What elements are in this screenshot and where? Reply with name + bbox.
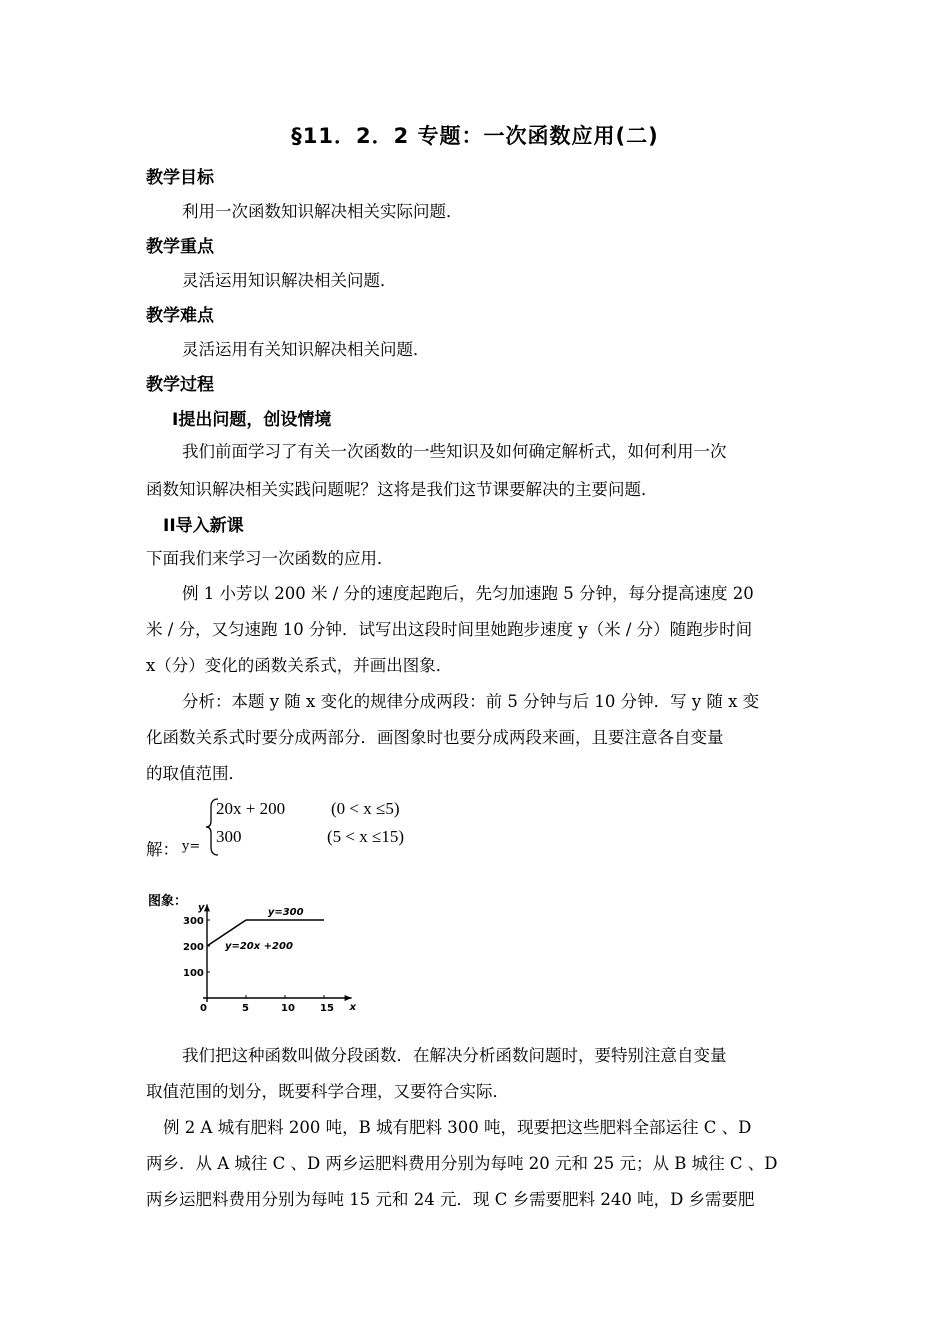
key-text: 灵活运用知识解决相关问题． (182, 271, 397, 290)
part1-heading: I提出问题，创设情境 (172, 410, 332, 430)
difficulty-heading: 教学难点 (146, 306, 214, 326)
process-heading: 教学过程 (146, 375, 214, 395)
chart-svg (146, 880, 366, 1020)
part2-heading: II导入新课 (163, 516, 244, 536)
y-tick-label: 200 (183, 942, 204, 953)
example2-line-3: 两乡运肥料费用分别为每吨 15 元和 24 元．现 C 乡需要肥料 240 吨，D 乡需要肥 (146, 1190, 755, 1209)
y-tick-label: 100 (183, 968, 204, 979)
x-axis-label: x (349, 1002, 357, 1013)
analysis-line-1: 分析：本题 y 随 x 变化的规律分成两段：前 5 分钟与后 10 分钟．写 y 随 x 变 (182, 692, 760, 711)
example1-line-3: x（分）变化的函数关系式，并画出图象． (146, 656, 453, 675)
goal-heading: 教学目标 (146, 168, 214, 188)
summary-line-2: 取值范围的划分，既要科学合理，又要符合实际． (146, 1082, 509, 1101)
y-axis-label: y (198, 902, 205, 914)
x-tick-label: 5 (242, 1003, 249, 1014)
intro-text: 下面我们来学习一次函数的应用． (146, 549, 394, 568)
piece1-expression: 20x + 200 (216, 799, 286, 818)
solution-y: y= (182, 839, 201, 854)
function-graph (146, 880, 366, 1020)
part1-line-1: 我们前面学习了有关一次函数的一些知识及如何确定解析式，如何利用一次 (182, 442, 727, 461)
example1-line-1: 例 1 小芳以 200 米 / 分的速度起跑后，先匀加速跑 5 分钟，每分提高速度 20 (182, 584, 754, 603)
x-tick-label: 15 (320, 1003, 334, 1014)
piece2-expression: 300 (216, 827, 242, 846)
x-tick-label: 0 (200, 1003, 207, 1014)
key-heading: 教学重点 (146, 237, 214, 257)
piecewise-formula (146, 795, 466, 859)
series-label: y=20x +200 (224, 941, 293, 952)
analysis-line-2: 化函数关系式时要分成两部分．画图象时也要分成两段来画，且要注意各自变量 (146, 728, 724, 747)
y-axis-arrow-icon (204, 904, 210, 911)
example1-line-2: 米 / 分，又匀速跑 10 分钟．试写出这段时间里她跑步速度 y（米 / 分）随跑步时间 (146, 620, 753, 639)
x-axis-arrow-icon (345, 995, 352, 1001)
piece1-range: (0 < x ≤5) (331, 799, 400, 818)
solution-label: 解： (146, 840, 179, 859)
series-label: y=300 (267, 907, 304, 918)
graph-label: 图象： (148, 894, 188, 909)
difficulty-text: 灵活运用有关知识解决相关问题． (182, 340, 430, 359)
piece2-range: (5 < x ≤15) (327, 827, 404, 846)
part1-line-2: 函数知识解决相关实践问题呢？这将是我们这节课要解决的主要问题． (146, 480, 658, 499)
goal-text: 利用一次函数知识解决相关实际问题． (182, 202, 463, 221)
y-tick-label: 300 (183, 916, 204, 927)
example2-line-1: 例 2 A 城有肥料 200 吨，B 城有肥料 300 吨，现要把这些肥料全部运往 C 、D (163, 1118, 752, 1137)
x-tick-label: 10 (281, 1003, 295, 1014)
example2-line-2: 两乡．从 A 城往 C 、D 两乡运肥料费用分别为每吨 20 元和 25 元；从 B 城往 C 、D (146, 1154, 778, 1173)
analysis-line-3: 的取值范围． (146, 764, 245, 783)
summary-line-1: 我们把这种函数叫做分段函数．在解决分析函数问题时，要特别注意自变量 (182, 1046, 727, 1065)
page-title: §11．2．2 专题：一次函数应用(二) (291, 124, 659, 148)
